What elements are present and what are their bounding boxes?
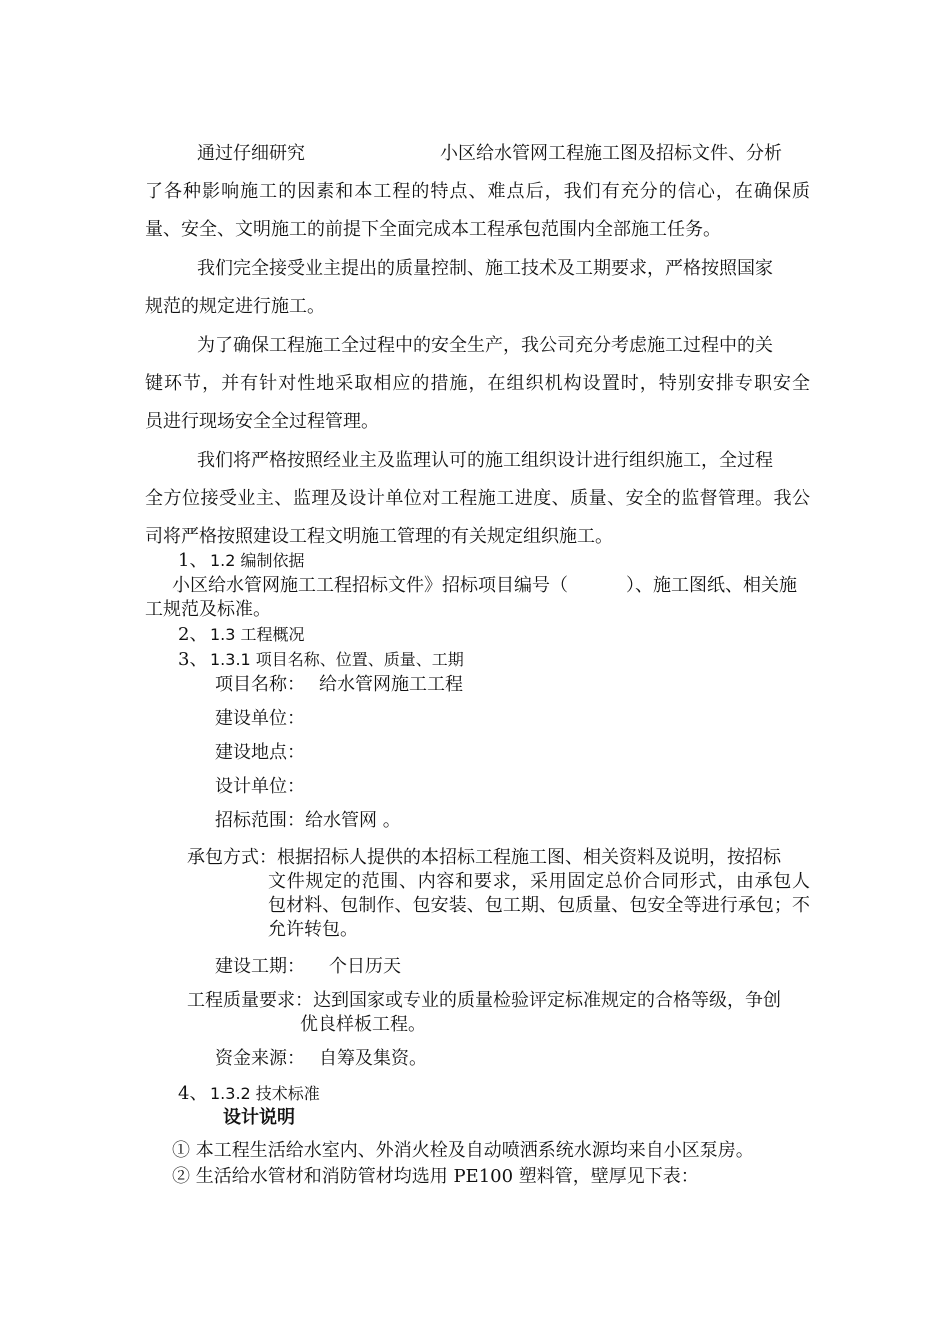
scope-row: 招标范围：给水管网 。 xyxy=(215,810,401,831)
basis-line2: 工规范及标准。 xyxy=(145,599,271,620)
heading-1-3 xyxy=(178,623,778,647)
para4-line2: 全方位接受业主、监理及设计单位对工程施工进度、质量、安全的监督管理。我公 xyxy=(145,488,810,509)
project-name-value: 给水管网施工工程 xyxy=(319,674,463,695)
owner-row: 建设单位： xyxy=(215,708,305,729)
fund-label: 资金来源： xyxy=(215,1048,305,1069)
para1-line1 xyxy=(145,142,810,166)
contract-line4: 允许转包。 xyxy=(268,919,358,940)
para1-text-a: 通过仔细研究 xyxy=(197,143,305,164)
para1-line3: 量、安全、文明施工的前提下全面完成本工程承包范围内全部施工任务。 xyxy=(145,219,721,240)
contract-row xyxy=(187,846,810,870)
heading-1-3-1 xyxy=(178,648,778,672)
site-row: 建设地点： xyxy=(215,742,305,763)
basis-text-b: ）、施工图纸、相关施 xyxy=(626,575,797,596)
quality-line2: 优良样板工程。 xyxy=(300,1014,426,1035)
para1-text-b: 小区给水管网工程施工图及招标文件、分析 xyxy=(440,143,782,164)
design-item-1: ① 本工程生活给水室内、外消火栓及自动喷洒系统水源均来自小区泵房。 xyxy=(172,1140,754,1161)
para3-line1: 为了确保工程施工全过程中的安全生产，我公司充分考虑施工过程中的关 xyxy=(197,335,773,356)
contract-label: 承包方式： xyxy=(187,847,277,868)
period-row xyxy=(215,955,775,979)
heading-1-3-1-text: 1.3.1 项目名称、位置、质量、工期 xyxy=(210,650,464,669)
design-item-2: ② 生活给水管材和消防管材均选用 PE100 塑料管，壁厚见下表： xyxy=(172,1166,699,1187)
para3-line3: 员进行现场安全全过程管理。 xyxy=(145,411,379,432)
design-title: 设计说明 xyxy=(223,1107,295,1128)
basis-text-a: 小区给水管网施工工程招标文件》招标项目编号（ xyxy=(172,575,568,596)
para4-line1: 我们将严格按照经业主及监理认可的施工组织设计进行组织施工，全过程 xyxy=(197,450,773,471)
para4-line3: 司将严格按照建设工程文明施工管理的有关规定组织施工。 xyxy=(145,526,613,547)
fund-row xyxy=(215,1047,775,1071)
quality-label: 工程质量要求： xyxy=(187,990,313,1011)
period-value: 个日历天 xyxy=(329,956,401,977)
heading-1-3-number: 2、 xyxy=(178,624,208,645)
heading-1-3-2-number: 4、 xyxy=(178,1083,208,1104)
project-name-row xyxy=(215,673,775,697)
heading-1-3-2-text: 1.3.2 技术标准 xyxy=(210,1084,320,1103)
fund-value: 自筹及集资。 xyxy=(319,1048,427,1069)
para3-line2: 键环节，并有针对性地采取相应的措施，在组织机构设置时，特别安排专职安全 xyxy=(145,373,810,394)
designer-row: 设计单位： xyxy=(215,776,305,797)
contract-line1: 根据招标人提供的本招标工程施工图、相关资料及说明，按招标 xyxy=(277,847,781,868)
heading-1-2-text: 1.2 编制依据 xyxy=(210,551,305,570)
contract-line2: 文件规定的范围、内容和要求，采用固定总价合同形式，由承包人 xyxy=(268,871,810,892)
heading-1-3-text: 1.3 工程概况 xyxy=(210,625,305,644)
project-name-label: 项目名称： xyxy=(215,674,305,695)
para2-line2: 规范的规定进行施工。 xyxy=(145,296,325,317)
quality-row xyxy=(187,989,810,1013)
contract-line3: 包材料、包制作、包安装、包工期、包质量、包安全等进行承包；不 xyxy=(268,895,810,916)
heading-1-3-1-number: 3、 xyxy=(178,649,208,670)
quality-line1: 达到国家或专业的质量检验评定标准规定的合格等级，争创 xyxy=(313,990,781,1011)
heading-1-3-2 xyxy=(178,1082,778,1106)
period-label: 建设工期： xyxy=(215,956,305,977)
heading-1-2 xyxy=(178,549,778,573)
basis-line1 xyxy=(172,574,812,598)
para1-line2: 了各种影响施工的因素和本工程的特点、难点后，我们有充分的信心，在确保质 xyxy=(145,181,810,202)
heading-1-2-number: 1、 xyxy=(178,550,208,571)
para2-line1: 我们完全接受业主提出的质量控制、施工技术及工期要求，严格按照国家 xyxy=(197,258,773,279)
